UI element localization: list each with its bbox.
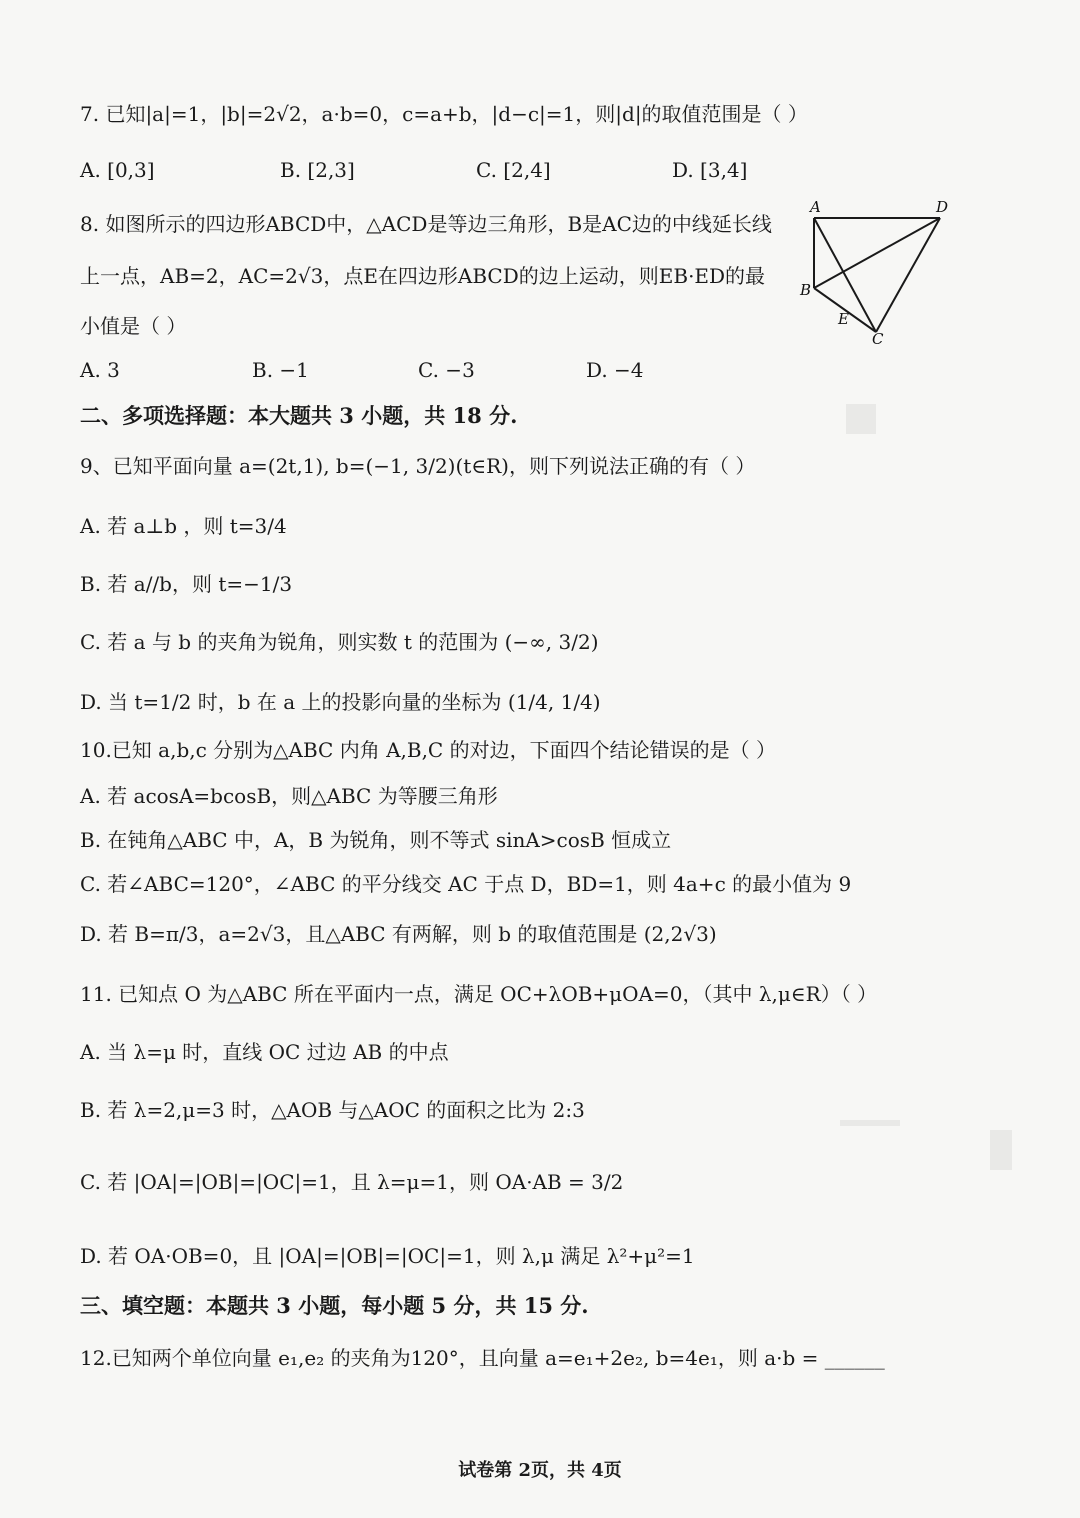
- q7-option-a: A. [0,3]: [80, 158, 155, 182]
- q9-option-a: A. 若 a⊥b ，则 t=3/4: [80, 514, 287, 538]
- q10-option-a: A. 若 acosA=bcosB，则△ABC 为等腰三角形: [80, 784, 498, 808]
- figure-label-c: C: [872, 330, 884, 348]
- q11-option-d: D. 若 OA·OB=0，且 |OA|=|OB|=|OC|=1，则 λ,μ 满足 λ²+μ²=1: [80, 1244, 695, 1268]
- q8-option-d: D. −4: [586, 358, 644, 382]
- q11-option-b: B. 若 λ=2,μ=3 时，△AOB 与△AOC 的面积之比为 2:3: [80, 1098, 585, 1122]
- figure-label-a: A: [810, 198, 821, 216]
- q10-option-c: C. 若∠ABC=120°，∠ABC 的平分线交 AC 于点 D，BD=1，则 4a+c 的最小值为 9: [80, 872, 852, 896]
- q10-option-b: B. 在钝角△ABC 中，A，B 为锐角，则不等式 sinA>cosB 恒成立: [80, 828, 672, 852]
- section-heading-fill-in: 三、填空题：本题共 3 小题，每小题 5 分，共 15 分.: [80, 1293, 589, 1318]
- figure-label-b: B: [800, 281, 812, 299]
- q10-option-d: D. 若 B=π/3，a=2√3，且△ABC 有两解，则 b 的取值范围是 (2,2√3): [80, 922, 717, 946]
- q11-stem: 11. 已知点 O 为△ABC 所在平面内一点，满足 OC+λOB+μOA=0，（其中 λ,μ∈R）（ ）: [80, 982, 878, 1006]
- figure-label-d: D: [936, 198, 949, 216]
- q7-option-c: C. [2,4]: [476, 158, 551, 182]
- scan-noise-mark: [846, 404, 876, 434]
- q12-stem: 12.已知两个单位向量 e₁,e₂ 的夹角为120°，且向量 a=e₁+2e₂, b=4e₁，则 a·b = ______: [80, 1346, 885, 1370]
- q7-stem: 7. 已知|a|=1，|b|=2√2，a·b=0，c=a+b，|d−c|=1，则|d|的取值范围是（ ）: [80, 102, 808, 126]
- scan-noise-mark: [840, 1120, 900, 1126]
- q8-option-a: A. 3: [80, 358, 120, 382]
- q8-stem-line1: 8. 如图所示的四边形ABCD中，△ACD是等边三角形，B是AC边的中线延长线: [80, 212, 772, 236]
- q11-option-c: C. 若 |OA|=|OB|=|OC|=1，且 λ=μ=1，则 OA·AB = 3/2: [80, 1170, 624, 1194]
- q9-option-d: D. 当 t=1/2 时，b 在 a 上的投影向量的坐标为 (1/4, 1/4): [80, 690, 601, 714]
- q9-option-b: B. 若 a//b，则 t=−1/3: [80, 572, 293, 596]
- q8-stem-line2: 上一点，AB=2，AC=2√3，点E在四边形ABCD的边上运动，则EB·ED的最: [80, 264, 766, 288]
- q8-stem-line3: 小值是（ ）: [80, 314, 187, 338]
- q8-option-c: C. −3: [418, 358, 475, 382]
- q9-stem: 9、已知平面向量 a=(2t,1), b=(−1, 3/2)(t∈R)，则下列说法正确的有（ ）: [80, 454, 756, 478]
- q8-quadrilateral-figure: [790, 196, 960, 348]
- figure-label-e: E: [838, 310, 849, 328]
- q9-option-c: C. 若 a 与 b 的夹角为锐角，则实数 t 的范围为 (−∞, 3/2): [80, 630, 599, 654]
- q10-stem: 10.已知 a,b,c 分别为△ABC 内角 A,B,C 的对边，下面四个结论错误的是（ ）: [80, 738, 776, 762]
- section-heading-multiple-choice: 二、多项选择题：本大题共 3 小题，共 18 分.: [80, 403, 518, 428]
- q11-option-a: A. 当 λ=μ 时，直线 OC 过边 AB 的中点: [80, 1040, 449, 1064]
- page-footer: 试卷第 2页，共 4页: [458, 1460, 622, 1481]
- q7-option-d: D. [3,4]: [672, 158, 748, 182]
- q7-option-b: B. [2,3]: [280, 158, 355, 182]
- scan-noise-mark: [990, 1130, 1012, 1170]
- q8-option-b: B. −1: [252, 358, 309, 382]
